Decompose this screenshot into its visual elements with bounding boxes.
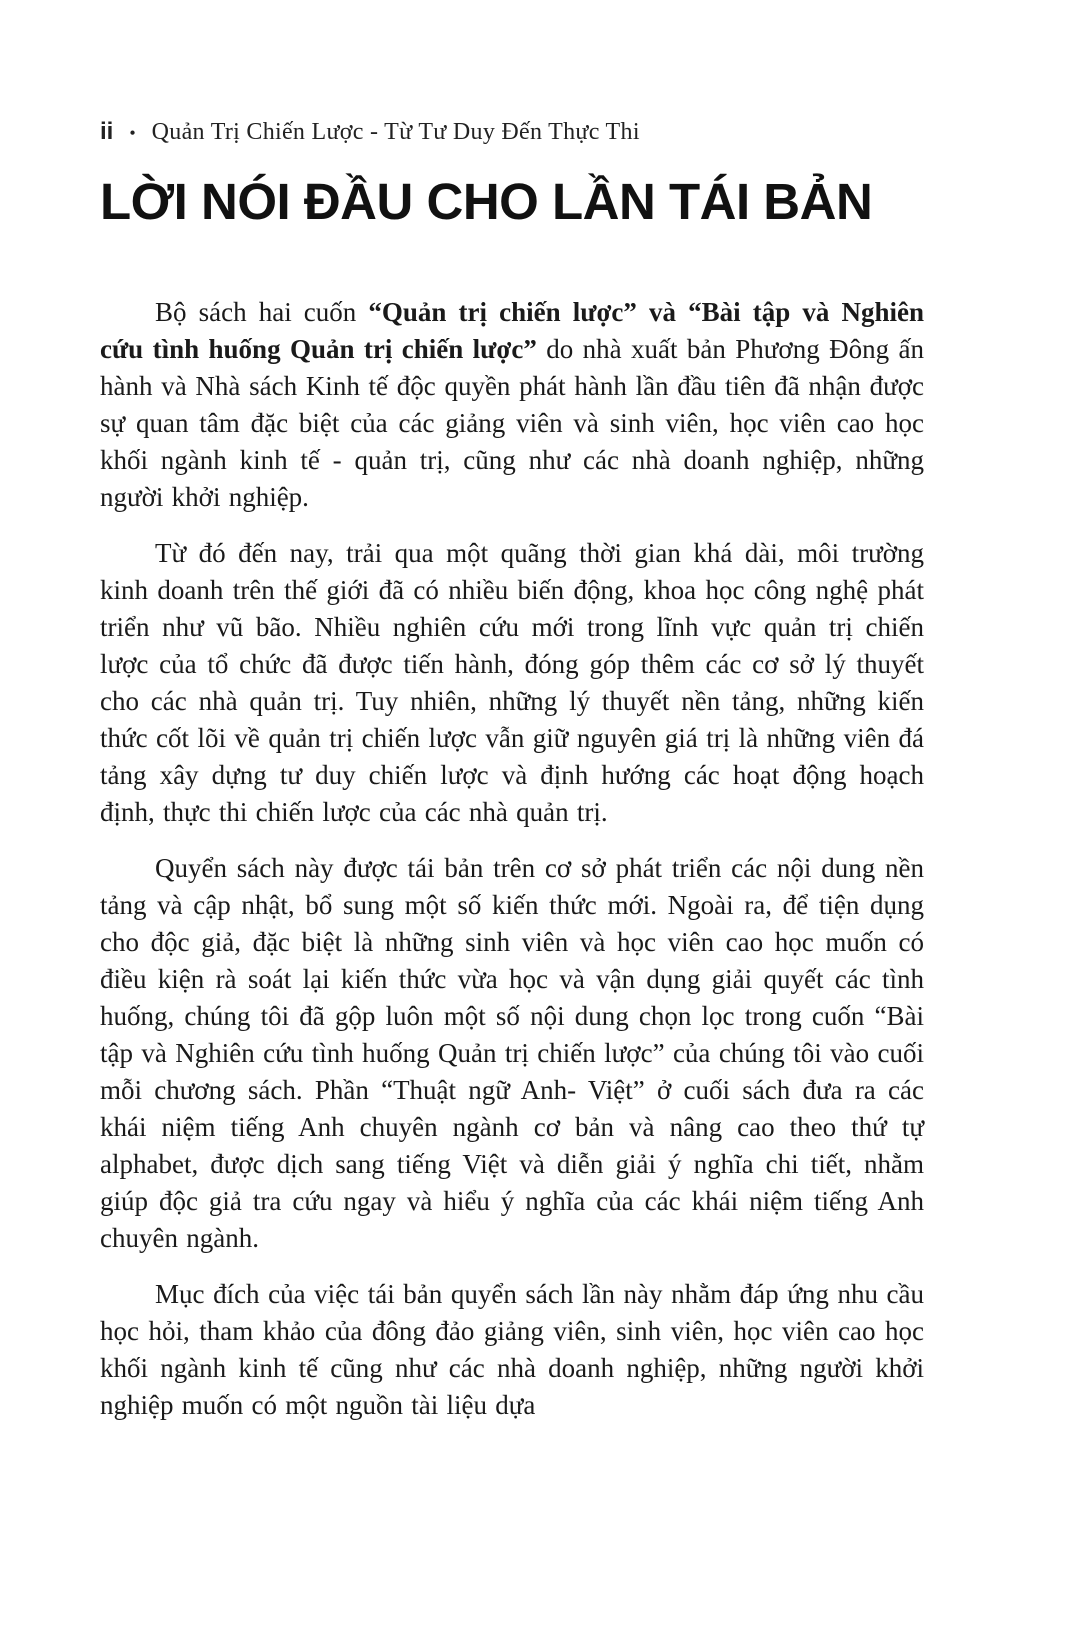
paragraph <box>100 1276 924 1424</box>
paragraphs-container <box>100 294 924 1424</box>
paragraph-segment: Mục đích của việc tái bản quyển sách lần này nhằm đáp ứng nhu cầu học hỏi, tham khảo của đông đảo giảng viên, sinh viên, học viên cao học khối ngành kinh tế cũng như các nhà doanh nghiệp, những người khởi nghiệp muốn có một nguồn tài liệu dựa <box>100 1279 924 1421</box>
page-number: ii <box>100 118 114 145</box>
paragraph-segment: do nhà xuất bản Phương Đông ấn hành và Nhà sách Kinh tế độc quyền phát hành lần đầu tiên đã nhận được sự quan tâm đặc biệt của các giảng viên và sinh viên, học viên cao học khối ngành kinh tế - quản trị, cũng như các nhà doanh nghiệp, những người khởi nghiệp. <box>100 334 924 513</box>
paragraph-segment: Quyển sách này được tái bản trên cơ sở phát triển các nội dung nền tảng và cập nhật, bổ sung một số kiến thức mới. Ngoài ra, để tiện dụng cho độc giả, đặc biệt là những sinh viên và học viên cao học muốn có điều kiện rà soát lại kiến thức vừa học và vận dụng giải quyết các tình huống, chúng tôi đã gộp luôn một số nội dung chọn lọc trong cuốn “Bài tập và Nghiên cứu tình huống Quản trị chiến lược” của chúng tôi vào cuối mỗi chương sách. Phần “Thuật ngữ Anh- Việt” ở cuối sách đưa ra các khái niệm tiếng Anh chuyên ngành cơ bản và nâng cao theo thứ tự alphabet, được dịch sang tiếng Việt và diễn giải ý nghĩa chi tiết, nhằm giúp độc giả tra cứu ngay và hiểu ý nghĩa của các khái niệm tiếng Anh chuyên ngành. <box>100 853 924 1254</box>
paragraph-bold-segment: “Quản trị chiến lược” và “Bài tập và Nghiên cứu tình huống Quản trị chiến lược” <box>100 297 924 365</box>
paragraph <box>100 294 924 516</box>
paragraph <box>100 850 924 1257</box>
page-header <box>100 118 924 146</box>
paragraph-segment: Bộ sách hai cuốn <box>155 297 369 328</box>
running-title: Quản Trị Chiến Lược - Từ Tư Duy Đến Thực Thi <box>151 119 640 145</box>
paragraph <box>100 535 924 831</box>
page-title: LỜI NÓI ĐẦU CHO LẦN TÁI BẢN <box>100 173 873 230</box>
bullet-separator-icon: • <box>129 123 136 143</box>
paragraph-segment: Từ đó đến nay, trải qua một quãng thời gian khá dài, môi trường kinh doanh trên thế giới đã có nhiều biến động, khoa học công nghệ phát triển như vũ bão. Nhiều nghiên cứu mới trong lĩnh vực quản trị chiến lược của tổ chức đã được tiến hành, đóng góp thêm các cơ sở lý thuyết cho các nhà quản trị. Tuy nhiên, những lý thuyết nền tảng, những kiến thức cốt lõi về quản trị chiến lược vẫn giữ nguyên giá trị là những viên đá tảng xây dựng tư duy chiến lược và định hướng các hoạt động hoạch định, thực thi chiến lược của các nhà quản trị. <box>100 538 924 828</box>
